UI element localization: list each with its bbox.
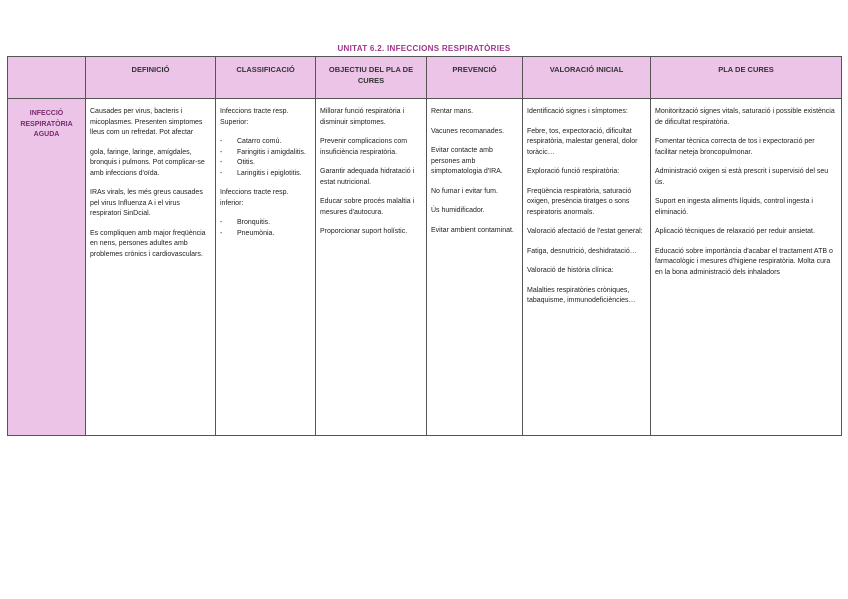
valoracio-item: Malalties respiratòries cròniques, tabaquisme, immunodeficiències…: [527, 286, 636, 304]
row-label: INFECCIÓ RESPIRATÒRIA AGUDA: [8, 99, 86, 436]
pla-item: Aplicació tècniques de relaxació per reduir ansietat.: [655, 228, 815, 235]
objectiu-item: Educar sobre procés malaltia i mesures d'autocura.: [320, 198, 415, 216]
list-item: - Catarro comú.: [220, 137, 311, 148]
header-cell-valoracio: VALORACIÓ INICIAL: [523, 57, 651, 99]
header-cell-empty: [8, 57, 86, 99]
pla-item: Suport en ingesta aliments líquids, control ingesta i eliminació.: [655, 198, 813, 216]
header-cell-definicio: DEFINICIÓ: [86, 57, 216, 99]
valoracio-item: Fatiga, desnutrició, deshidratació…: [527, 247, 637, 255]
prevencio-item: Evitar ambient contaminat.: [431, 226, 514, 234]
list-item: - Pneumònia.: [220, 229, 311, 240]
objectiu-item: Prevenir complicacions com insuficiència respiratòria.: [320, 138, 408, 156]
definicio-paragraph: Causades per virus, bacteris i micoplasmes. Presenten simptomes lleus com un refredat. Pot afectar: [90, 108, 203, 136]
page-title: UNITAT 6.2. INFECCIONS RESPIRATÒRIES: [337, 44, 511, 53]
cell-objectiu: [316, 99, 427, 436]
prevencio-item: Ús humidificador.: [431, 207, 485, 214]
header-cell-classificacio: CLASSIFICACIÓ: [216, 57, 316, 99]
pla-item: Fomentar tècnica correcta de tos i expectoració per facilitar neteja broncopulmonar.: [655, 138, 815, 156]
table-row: [8, 99, 842, 436]
definicio-paragraph: gola, faringe, laringe, amígdales, bronquis i pulmons. Pot complicar-se amb infeccions d'oïda.: [90, 148, 205, 177]
header-cell-prevencio: PREVENCIÓ: [427, 57, 523, 99]
header-cell-objectiu: OBJECTIU DEL PLA DE CURES: [316, 57, 427, 99]
list-item: - Faringitis i amigdalitis.: [220, 148, 311, 159]
cell-prevencio: [427, 99, 523, 436]
definicio-paragraph: IRAs virals, les més greus causades pel virus Influenza A i el virus respiratori SinDcial.: [90, 189, 203, 217]
valoracio-item: Valoració de història clínica:: [527, 267, 614, 274]
list-item: - Laringitis i epiglotitis.: [220, 169, 311, 180]
prevencio-item: Evitar contacte amb persones amb simptomatologia d'IRA.: [431, 147, 503, 175]
prevencio-item: No fumar i evitar fum.: [431, 187, 498, 195]
valoracio-item: Identificació signes i símptomes:: [527, 108, 628, 115]
pla-item: Monitorització signes vitals, saturació i possible existència de dificultat respiratòria.: [655, 108, 835, 126]
classificacio-superior-title: Infeccions tracte resp. Superior:: [220, 108, 289, 126]
cell-definicio: [86, 99, 216, 436]
prevencio-item: Vacunes recomanades.: [431, 127, 505, 135]
valoracio-item: Freqüència respiratòria, saturació oxigen, presència tiratges o sons respiratoris anormals.: [527, 187, 632, 216]
valoracio-item: Exploració funció respiratòria:: [527, 168, 620, 175]
cell-valoracio: [523, 99, 651, 436]
valoracio-item: Valoració afectació de l'estat general:: [527, 228, 643, 235]
care-plan-table: [7, 56, 842, 436]
valoracio-item: Febre, tos, expectoració, dificultat respiratòria, malestar general, dolor toràcic…: [527, 127, 638, 156]
pla-item: Educació sobre importància d'acabar el tractament ATB o farmacològic i mesures d'higiene respiratòria. Molta cura en la bona administració dels inhaladors: [655, 247, 833, 276]
definicio-paragraph: Es compliquen amb major freqüència en nens, persones adultes amb problemes crònics i cardiovasculars.: [90, 229, 206, 258]
objectiu-item: Proporcionar suport holístic.: [320, 228, 408, 235]
cell-pla: [651, 99, 842, 436]
pla-item: Administració oxigen si està prescrit i supervisió del seu ús.: [655, 168, 829, 186]
classificacio-inferior-list: [220, 218, 311, 239]
list-item: - Otitis.: [220, 158, 311, 169]
cell-classificacio: [216, 99, 316, 436]
objectiu-item: Garantir adequada hidratació i estat nutricional.: [320, 168, 415, 186]
classificacio-superior-list: [220, 137, 311, 179]
objectiu-item: Millorar funció respiratòria i disminuir simptomes.: [320, 108, 405, 126]
prevencio-item: Rentar mans.: [431, 108, 474, 115]
list-item: - Bronquitis.: [220, 218, 311, 229]
classificacio-inferior-title: Infeccions tracte resp. inferior:: [220, 189, 289, 207]
header-row: [8, 57, 842, 99]
header-cell-pla: PLA DE CURES: [651, 57, 842, 99]
